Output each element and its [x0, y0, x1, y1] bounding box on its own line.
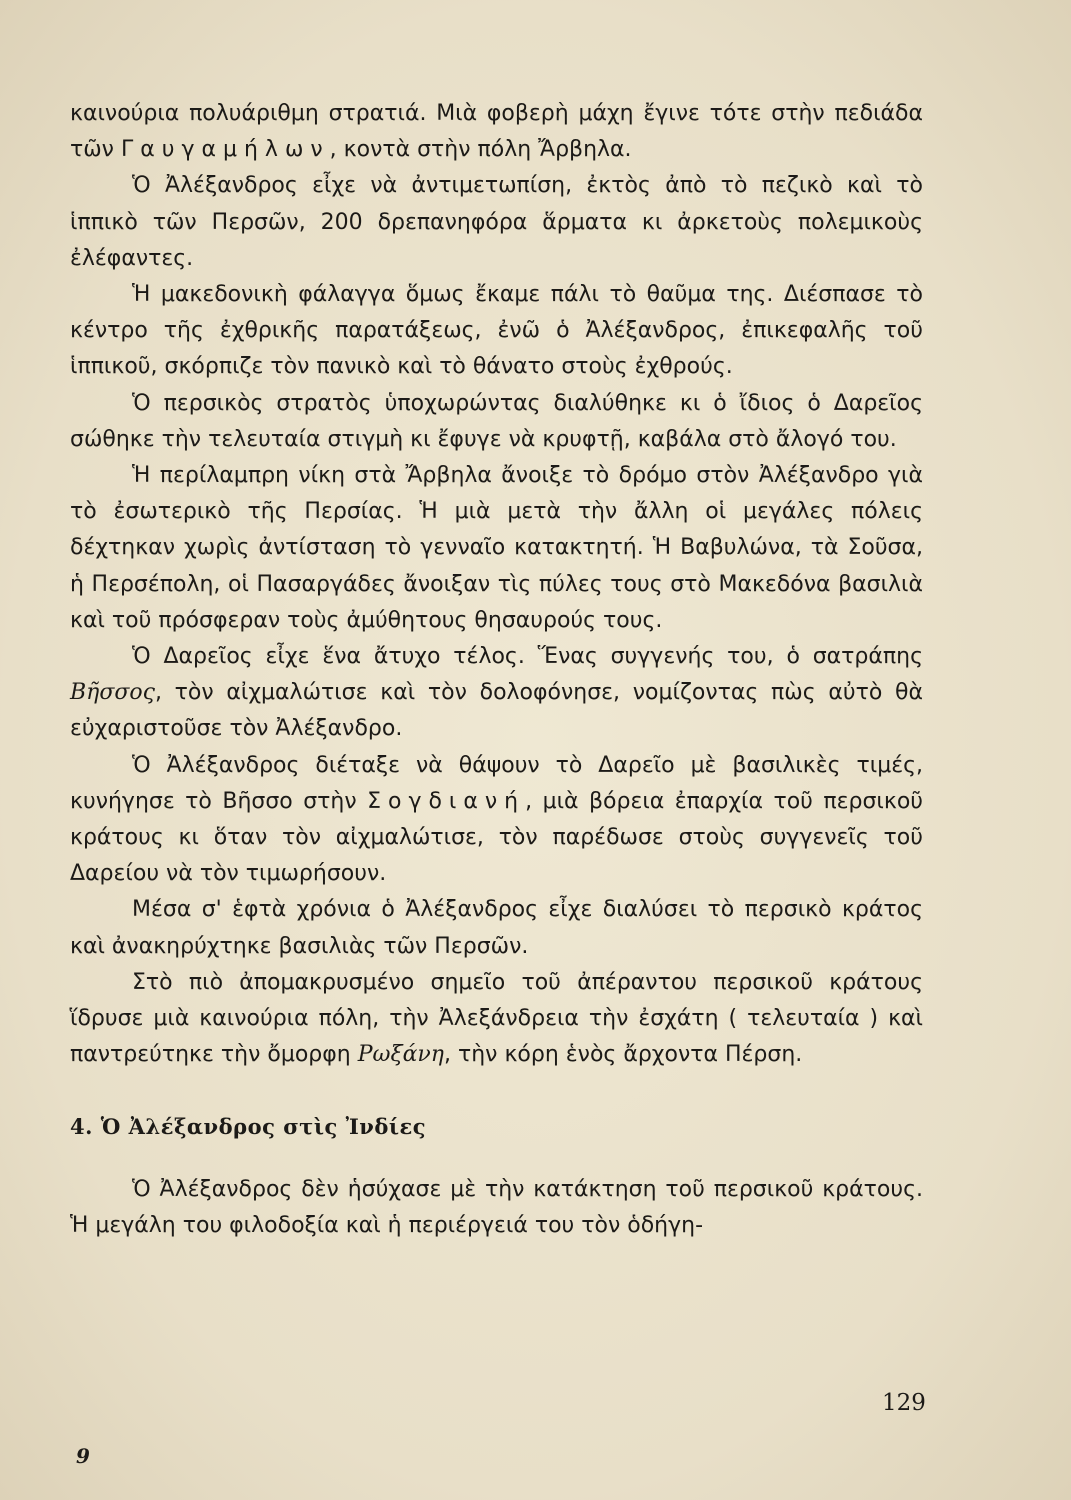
- p1-line2-a: πεδιάδα τῶν: [70, 101, 923, 163]
- paragraph-3: Ἡ μακεδονικὴ φάλαγγα ὅμως ἔκαμε πάλι τὸ θαῦμα της. Διέσπασε τὸ κέντρο τῆς ἐχθρικῆς παρατάξεως, ἐνῶ ὁ Ἀλέξανδρος, ἐπικεφαλῆς τοῦ ἱππικοῦ, σκόρπιζε τὸν πανικὸ καὶ τὸ θάνατο στοὺς ἐχθρούς.: [70, 282, 923, 380]
- paragraph-6: [70, 639, 923, 748]
- spacer: [70, 1146, 923, 1172]
- name-roxana: Ρωξάνη: [357, 1042, 444, 1068]
- paragraph-5: Ἡ περίλαμπρη νίκη στὰ Ἄρβηλα ἄνοιξε τὸ δρόμο στὸν Ἀλέξανδρο γιὰ τὸ ἐσωτερικὸ τῆς Περσίας. Ἡ μιὰ μετὰ τὴν ἄλλη οἱ μεγάλες πόλεις δέχτηκαν χωρὶς ἀντίσταση τὸ γενναῖο κατακτητή. Ἡ Βαβυλώνα, τὰ Σοῦσα, ἡ Περσέπολη, οἱ Πασαργάδες ἄνοιξαν τὶς πύλες τους στὸ Μακεδόνα βασιλιὰ καὶ τοῦ πρόσφεραν τοὺς ἀμύθητους θησαυρούς τους.: [70, 463, 923, 633]
- p6-a: Ὁ Δαρεῖος εἶχε ἕνα ἄτυχο τέλος. Ἕνας συγγενής του, ὁ σατράπης: [132, 644, 923, 670]
- paragraph-2: Ὁ Ἀλέξανδρος εἶχε νὰ ἀντιμετωπίση, ἐκτὸς ἀπὸ τὸ πεζικὸ καὶ τὸ ἱππικὸ τῶν Περσῶν, 200 δρεπανηφόρα ἅρματα κι ἀρκετοὺς πολεμικοὺς ἐλέφαντες.: [70, 173, 923, 271]
- paragraph-1: [70, 96, 923, 168]
- place-sogdiana: Σογδιανή: [367, 788, 526, 814]
- place-gaugamela: Γαυγαμήλων: [120, 137, 330, 163]
- p9-b: , τὴν κόρη ἑνὸς ἄρχοντα Πέρση.: [444, 1042, 803, 1068]
- p7-a: Ὁ Ἀλέξανδρος διέταξε νὰ θάψουν τὸ Δαρεῖο μὲ βασιλικὲς τιμές, κυνήγησε τὸ Βῆσσο στὴν: [70, 752, 923, 814]
- p6-b: , τὸν αἰχμαλώτισε καὶ τὸν δολοφόνησε, νομίζοντας πὼς αὐτὸ θὰ εὐχαριστοῦσε τὸν Ἀλέξανδρο.: [70, 680, 923, 742]
- paragraph-9: [70, 965, 923, 1074]
- section-heading: 4. Ὁ Ἀλέξανδρος στὶς Ἰνδίες: [70, 1114, 427, 1140]
- paragraph-10: Ὁ Ἀλέξανδρος δὲν ἡσύχασε μὲ τὴν κατάκτηση τοῦ περσικοῦ κράτους. Ἡ μεγάλη του φιλοδοξία καὶ ἡ περιέργειά του τὸν ὁδήγη-: [70, 1176, 923, 1238]
- paragraph-8: Μέσα σ' ἑφτὰ χρόνια ὁ Ἀλέξανδρος εἶχε διαλύσει τὸ περσικὸ κράτος καὶ ἀνακηρύχτηκε βασιλιὰς τῶν Περσῶν.: [70, 897, 923, 959]
- paragraph-7: [70, 748, 923, 893]
- page-number: 129: [882, 1390, 926, 1416]
- signature-mark: 9: [76, 1444, 90, 1468]
- p7-b: , μιὰ βόρεια ἐπαρχία τοῦ περσικοῦ κράτους κι ὅταν τὸν αἰχμαλώτισε, τὸν παρέδωσε στοὺς συγγενεῖς τοῦ Δαρείου νὰ τὸν τιμωρήσουν.: [70, 788, 924, 887]
- p1-line1: καινούρια πολυάριθμη στρατιά. Μιὰ φοβερὴ μάχη ἔγινε τότε στὴν: [70, 101, 825, 126]
- body-text: [70, 96, 923, 1244]
- spacer: [70, 1073, 923, 1109]
- p1-line2-b: , κοντὰ στὴν πόλη Ἄρβηλα.: [329, 137, 632, 163]
- paragraph-4: Ὁ περσικὸς στρατὸς ὑποχωρώντας διαλύθηκε κι ὁ ἴδιος ὁ Δαρεῖος σώθηκε τὴν τελευταία στιγμὴ κι ἔφυγε νὰ κρυφτῇ, καβάλα στὸ ἄλογό του.: [70, 390, 923, 452]
- name-bessus: Βῆσσος: [70, 680, 155, 706]
- p9-a: Στὸ πιὸ ἀπομακρυσμένο σημεῖο τοῦ ἀπέραντου περσικοῦ κράτους ἵδρυσε μιὰ καινούρια πόλη, τὴν Ἀλεξάνδρεια τὴν ἐσχάτη ( τελευταία ) καὶ παντρεύτηκε τὴν ὄμορφη: [70, 969, 923, 1068]
